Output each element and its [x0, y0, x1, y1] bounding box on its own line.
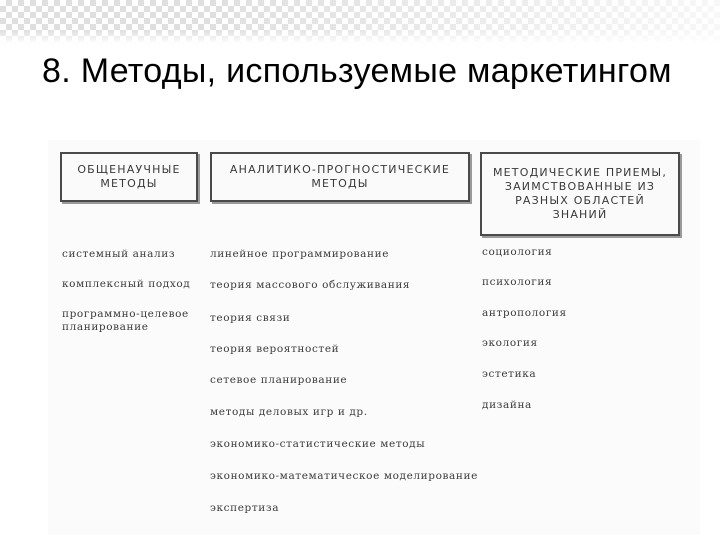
list-item-general: комплексный подход [62, 278, 191, 290]
list-item-analytic: методы деловых игр и др. [210, 406, 368, 418]
list-item-analytic: экономико-математическое моделирование [210, 470, 478, 482]
list-item-general: программно-целевое планирование [62, 308, 189, 333]
list-item-borrowed: социология [482, 246, 553, 258]
list-item-analytic: линейное программирование [210, 248, 390, 260]
list-item-borrowed: психология [482, 276, 553, 288]
list-item-borrowed: антропология [482, 307, 567, 319]
list-item-analytic: теория вероятностей [210, 343, 340, 355]
checker-fade [0, 30, 720, 44]
list-item-borrowed: эстетика [482, 368, 537, 380]
list-item-analytic: теория связи [210, 312, 291, 324]
header-general-scientific-methods: ОБЩЕНАУЧНЫЕ МЕТОДЫ [60, 152, 198, 202]
header-borrowed-methodical-techniques: МЕТОДИЧЕСКИЕ ПРИЕМЫ, ЗАИМСТВОВАННЫЕ ИЗ РАЗНЫХ ОБЛАСТЕЙ ЗНАНИЙ [480, 152, 680, 236]
list-item-borrowed: экология [482, 337, 538, 349]
list-item-analytic: сетевое планирование [210, 374, 348, 386]
list-item-analytic: экономико-статистические методы [210, 438, 426, 450]
list-item-general: системный анализ [62, 248, 176, 260]
header-analytic-prognostic-methods: АНАЛИТИКО-ПРОГНОСТИЧЕСКИЕ МЕТОДЫ [210, 152, 470, 202]
list-item-analytic: теория массового обслуживания [210, 279, 411, 291]
list-item-analytic: экспертиза [210, 502, 280, 514]
list-item-borrowed: дизайна [482, 399, 532, 411]
slide-title: 8. Методы, используемые маркетингом [42, 52, 672, 90]
